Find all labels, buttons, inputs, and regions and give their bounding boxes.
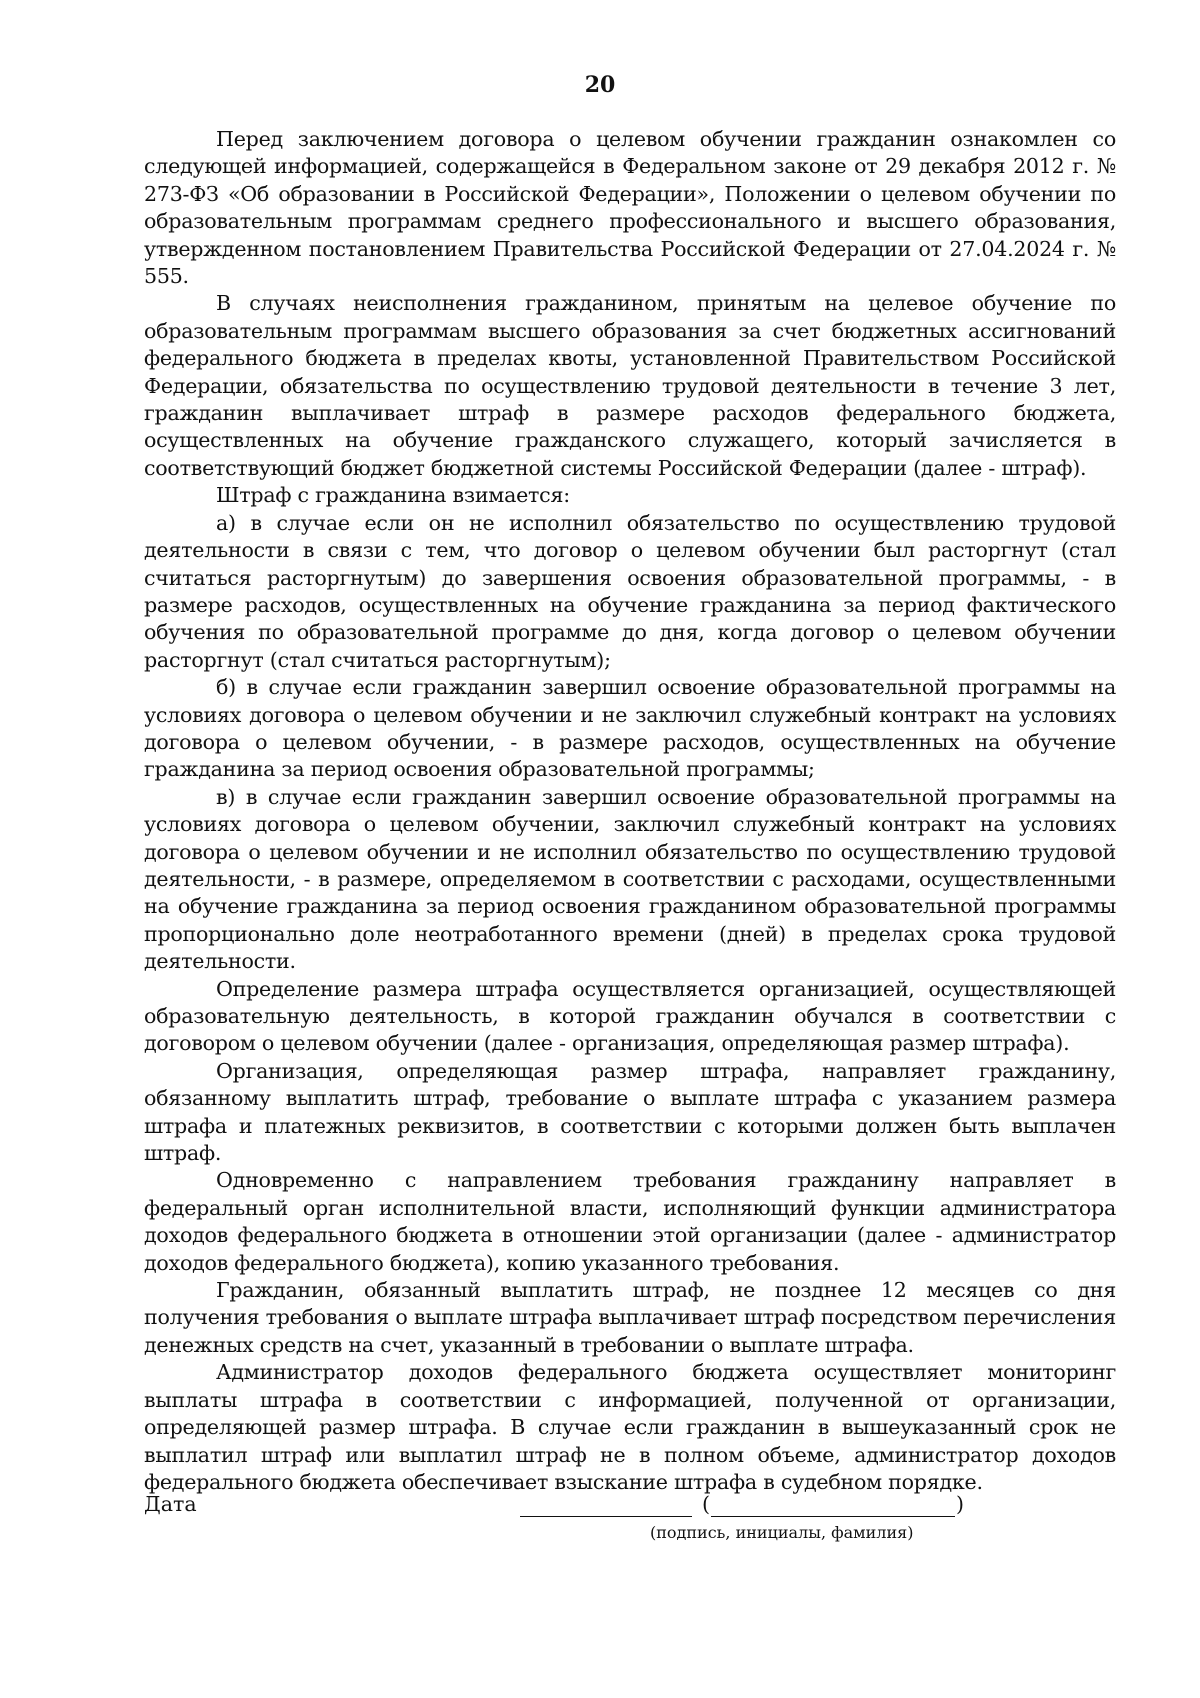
paragraph-requirement-copy: Одновременно с направлением требования гражданину направляет в федеральный орган исполнительной власти, исполняющий функции администратора доходов федерального бюджета в отношении этой организации (далее - администратор доходов федерального бюджета), копию указанного требования. — [144, 1168, 1116, 1275]
date-label: Дата — [144, 1492, 197, 1516]
paragraph-monitoring: Администратор доходов федерального бюджета осуществляет мониторинг выплаты штрафа в соответствии с информацией, полученной от организации, определяющей размер штрафа. В случае если гражданин в вышеуказанный срок не выплатил штраф или выплатил штраф не в полном объеме, администратор доходов федерального бюджета обеспечивает взыскание штрафа в судебном порядке. — [144, 1360, 1116, 1494]
name-paren-close: ) — [956, 1492, 965, 1516]
paragraph-penalty-determination: Определение размера штрафа осуществляется организацией, осуществляющей образовательную деятельность, в которой гражданин обучался в соответствии с договором о целевом обучении (далее - организация, определяющая размер штрафа). — [144, 976, 1116, 1056]
page-number: 20 — [584, 72, 616, 98]
signature-block — [144, 1492, 1116, 1552]
document-body — [144, 126, 1116, 1496]
paragraph-item-v: в) в случае если гражданин завершил освоение образовательной программы на условиях договора о целевом обучении, заключил служебный контракт на условиях договора о целевом обучении и не исполнил обязательство по осуществлению трудовой деятельности, - в размере, определяемом в соответствии с расходами, осуществленными на обучение гражданина за период освоения гражданином образовательной программы пропорционально доле неотработанного времени (дней) в пределах срока трудовой деятельности. — [144, 784, 1116, 974]
paragraph-item-b: б) в случае если гражданин завершил освоение образовательной программы на условиях договора о целевом обучении и не заключил служебный контракт на условиях договора о целевом обучении, - в размере расходов, осуществленных на обучение гражданина за период освоения образовательной программы; — [144, 675, 1116, 782]
paragraph-penalty-requirement: Организация, определяющая размер штрафа, направляет гражданину, обязанному выплатить штраф, требование о выплате штрафа с указанием размера штрафа и платежных реквизитов, в соответствии с которыми должен быть выплачен штраф. — [144, 1058, 1116, 1166]
name-line[interactable] — [711, 1492, 955, 1517]
signature-caption: (подпись, инициалы, фамилия) — [650, 1523, 914, 1542]
paragraph-penalty-collected: Штраф с гражданина взимается: — [216, 483, 570, 508]
name-paren-open: ( — [702, 1492, 711, 1516]
paragraph-payment-deadline: Гражданин, обязанный выплатить штраф, не позднее 12 месяцев со дня получения требования о выплате штрафа выплачивает штраф посредством перечисления денежных средств на счет, указанный в требовании о выплате штрафа. — [144, 1278, 1116, 1357]
paragraph-intro: Перед заключением договора о целевом обучении гражданин ознакомлен со следующей информацией, содержащейся в Федеральном законе от 29 декабря 2012 г. № 273-ФЗ «Об образовании в Российской Федерации», Положении о целевом обучении по образовательным программам среднего профессионального и высшего образования, утвержденном постановлением Правительства Российской Федерации от 27.04.2024 г. № 555. — [144, 127, 1116, 289]
paragraph-item-a: а) в случае если он не исполнил обязательство по осуществлению трудовой деятельности в связи с тем, что договор о целевом обучении был расторгнут (стал считаться расторгнутым) до завершения освоения образовательной программы, - в размере расходов, осуществленных на обучение гражданина за период фактического обучения по образовательной программе до дня, когда договор о целевом обучении расторгнут (стал считаться расторгнутым); — [144, 510, 1116, 672]
signature-line[interactable] — [520, 1492, 692, 1517]
paragraph-penalty-cases: В случаях неисполнения гражданином, принятым на целевое обучение по образовательным программам высшего образования за счет бюджетных ассигнований федерального бюджета в пределах квоты, установленной Правительством Российской Федерации, обязательства по осуществлению трудовой деятельности в течение 3 лет, гражданин выплачивает штраф в размере расходов федерального бюджета, осуществленных на обучение гражданского служащего, который зачисляется в соответствующий бюджет бюджетной системы Российской Федерации (далее - штраф). — [144, 291, 1116, 480]
